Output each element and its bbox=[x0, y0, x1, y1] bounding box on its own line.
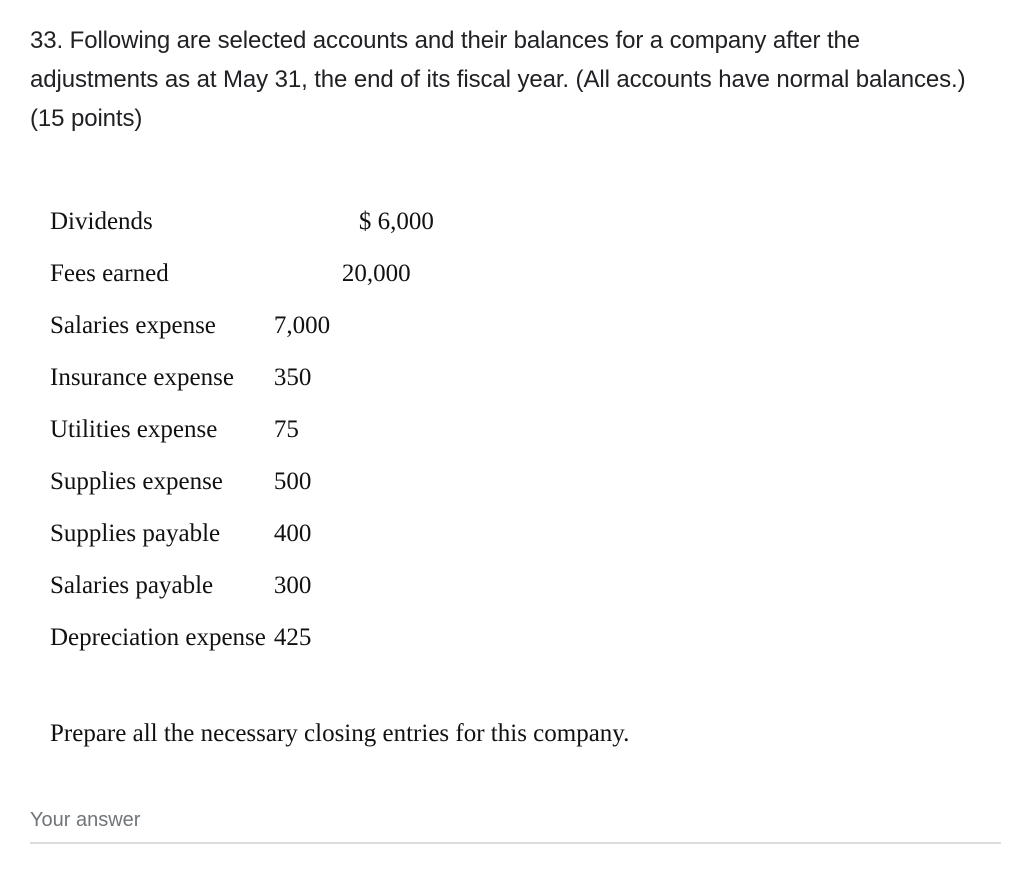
account-name: Supplies expense bbox=[50, 468, 223, 495]
table-row bbox=[50, 508, 434, 560]
account-name: Depreciation expense bbox=[50, 624, 266, 651]
account-name: Insurance expense bbox=[50, 364, 234, 391]
table-row bbox=[50, 248, 434, 300]
account-amount: 300 bbox=[273, 572, 312, 599]
question-image bbox=[30, 184, 710, 764]
answer-underline bbox=[30, 842, 1001, 844]
table-row bbox=[50, 300, 434, 352]
closing-entries-prompt: Prepare all the necessary closing entries for this company. bbox=[50, 720, 630, 747]
question-title: 33. Following are selected accounts and their balances for a company after the adjustments as at May 31, the end of its fiscal year. (All accounts have normal balances.) (15 points) bbox=[30, 27, 966, 132]
account-amount: 400 bbox=[273, 520, 312, 547]
account-name: Salaries payable bbox=[50, 572, 214, 599]
table-row bbox=[50, 612, 434, 664]
account-name: Supplies payable bbox=[50, 520, 221, 547]
account-amount: 7,000 bbox=[273, 312, 331, 339]
account-amount: 75 bbox=[273, 416, 299, 443]
account-amount: $ 6,000 bbox=[358, 208, 434, 235]
table-row bbox=[50, 456, 434, 508]
table-row bbox=[50, 196, 434, 248]
account-amount: 350 bbox=[273, 364, 312, 391]
table-row bbox=[50, 560, 434, 612]
account-name: Fees earned bbox=[50, 260, 169, 287]
account-amount: 425 bbox=[273, 624, 312, 651]
account-name: Utilities expense bbox=[50, 416, 218, 443]
accounts-table bbox=[50, 196, 434, 664]
answer-input[interactable] bbox=[30, 806, 1001, 846]
answer-placeholder[interactable]: Your answer bbox=[30, 809, 141, 831]
account-name: Salaries expense bbox=[50, 312, 216, 339]
table-row bbox=[50, 404, 434, 456]
table-row bbox=[50, 352, 434, 404]
account-amount: 20,000 bbox=[341, 260, 411, 287]
account-amount: 500 bbox=[273, 468, 312, 495]
account-name: Dividends bbox=[50, 208, 153, 235]
